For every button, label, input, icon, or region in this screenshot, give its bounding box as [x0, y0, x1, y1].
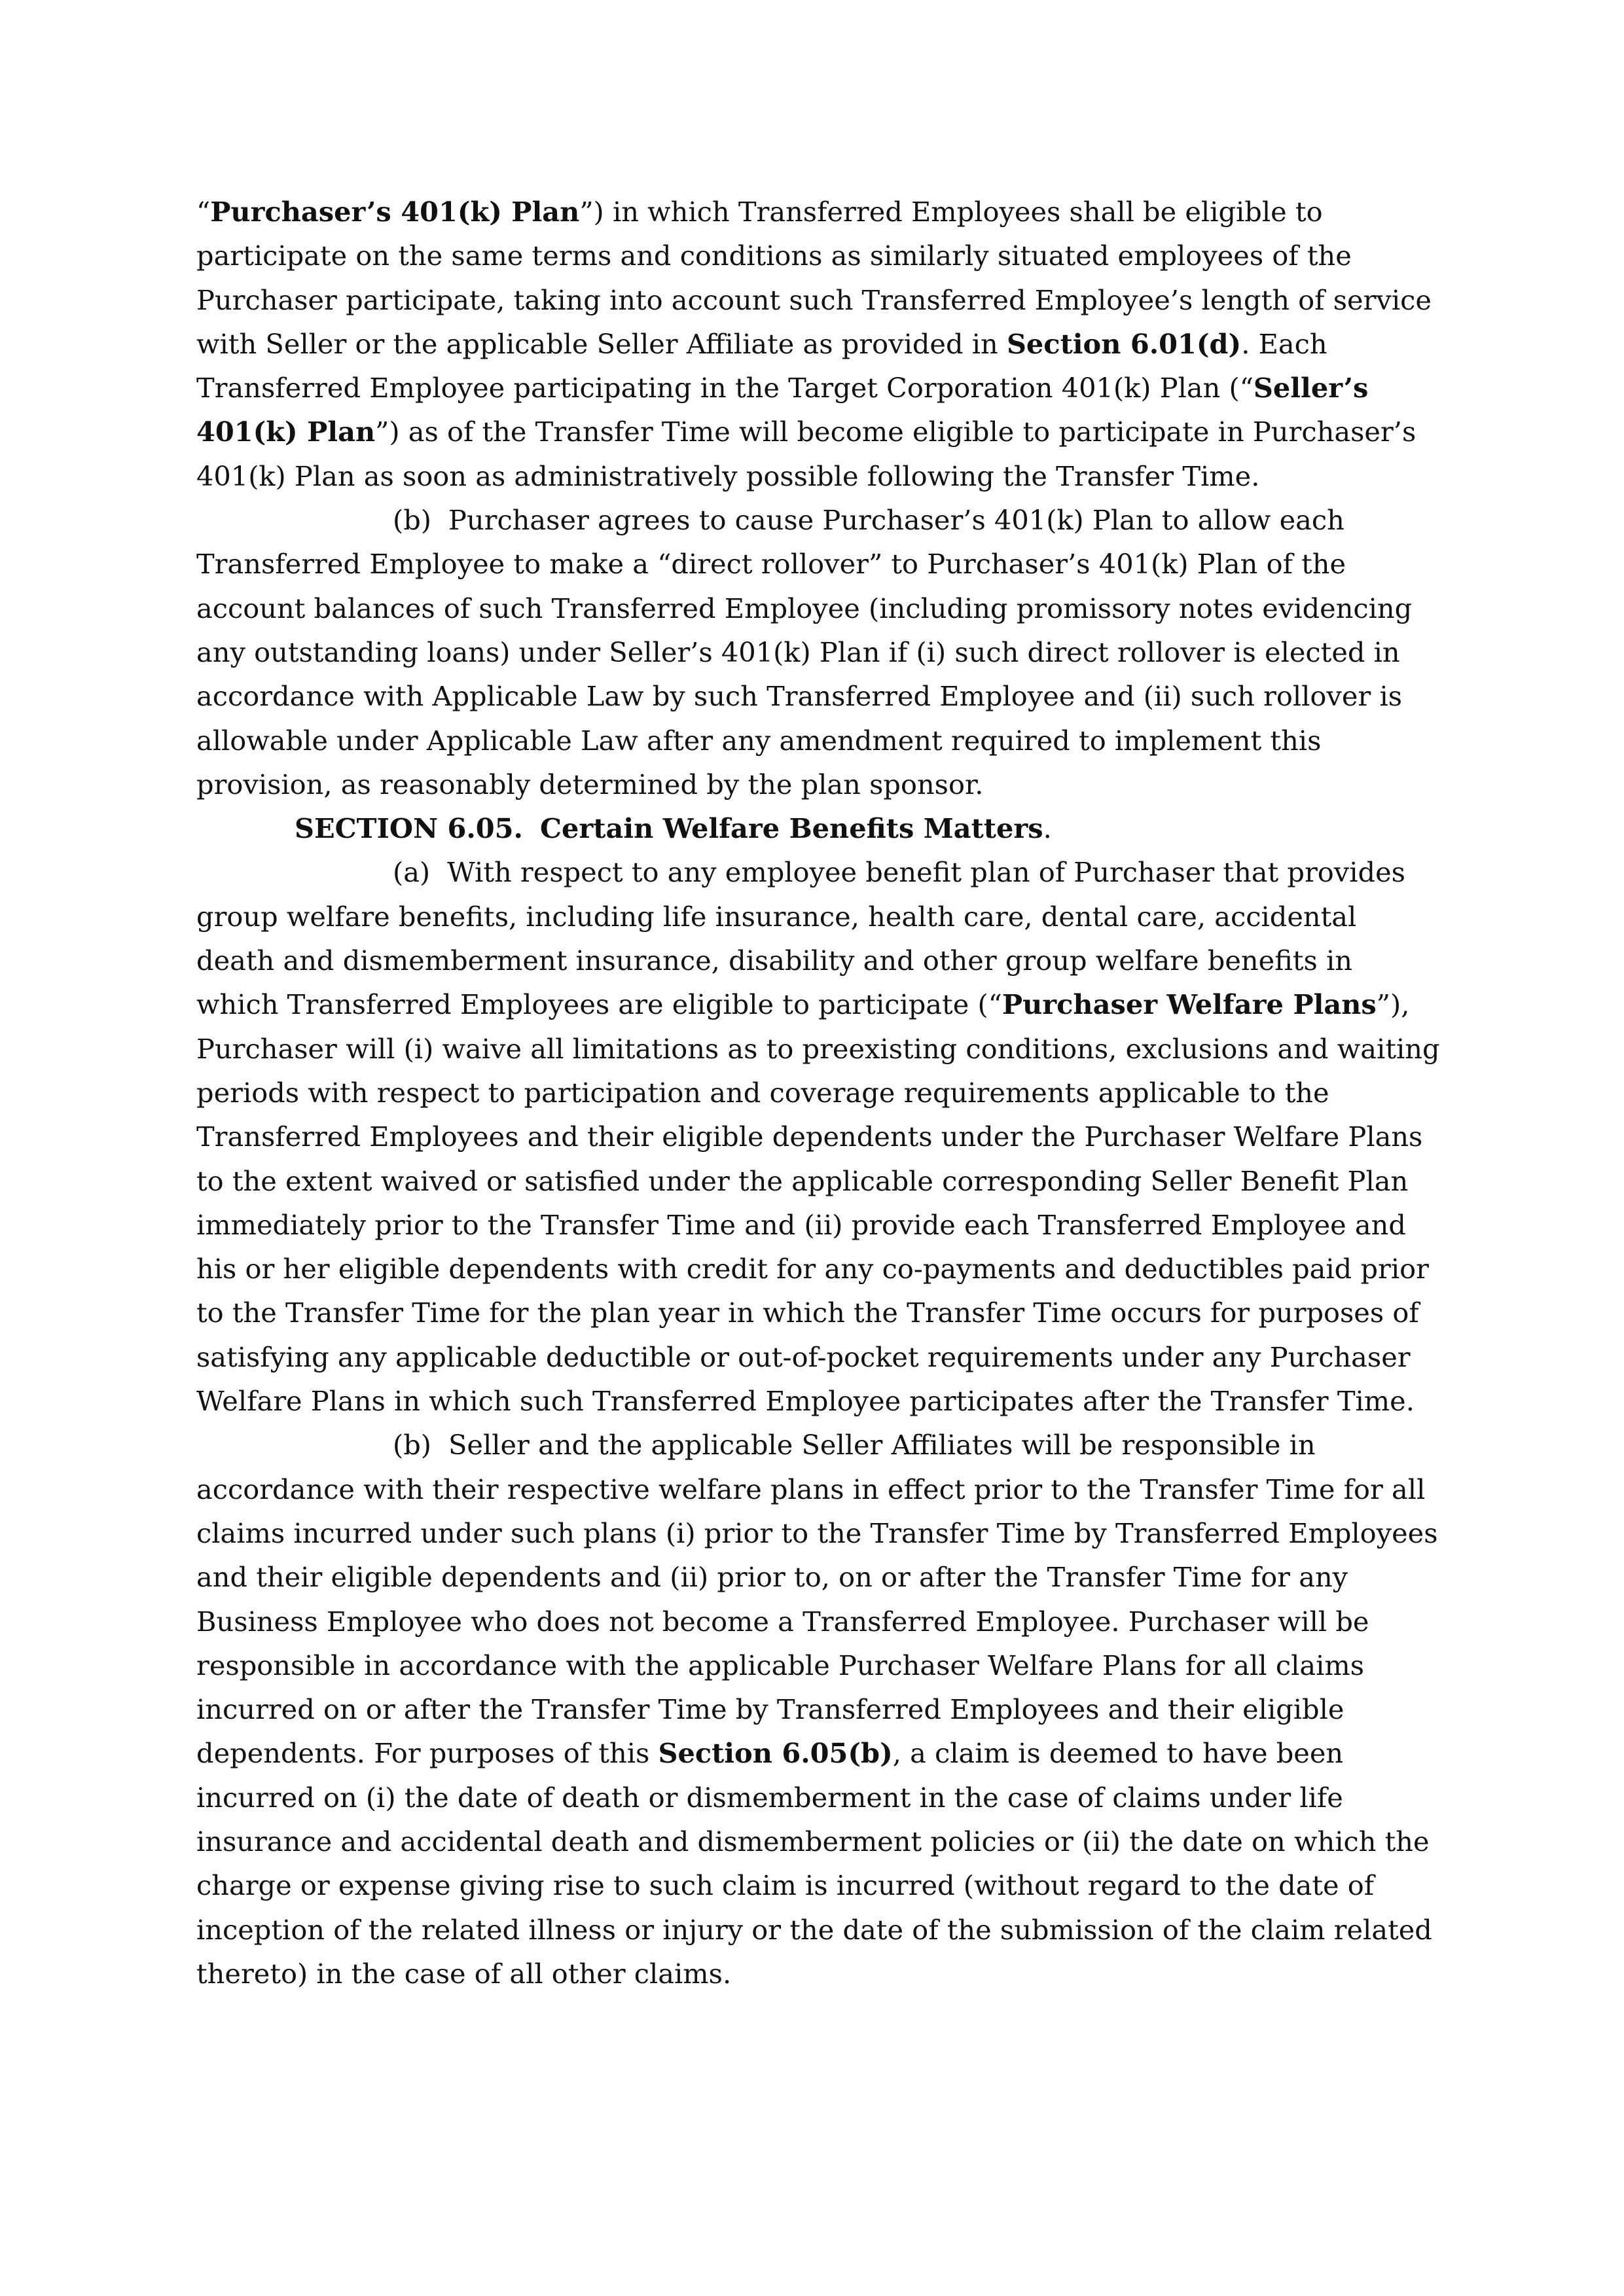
clause-marker: (b) — [393, 504, 431, 537]
defined-term-purchasers-401k-plan: Purchaser’s 401(k) Plan — [210, 196, 580, 228]
paragraph-direct-rollover — [196, 498, 1440, 806]
paragraph-text: Purchaser agrees to cause Purchaser’s 401(k) Plan to allow each Transferred Employee to make a “direct rollover” to Purchaser’s 401(k) Plan of the account balances of such Transferred Employee (including promissory notes evidencing any outstanding loans) under Seller’s 401(k) Plan if (i) such direct rollover is elected in accordance with Applicable Law by such Transferred Employee and (ii) such rollover is allowable under Applicable Law after any amendment required to implement this provision, as reasonably determined by the plan sponsor. — [196, 504, 1413, 800]
clause-marker: (a) — [393, 856, 431, 889]
document-page — [196, 190, 1440, 1996]
section-title-period: . — [1043, 812, 1052, 845]
defined-term-purchaser-welfare-plans: Purchaser Welfare Plans — [1001, 988, 1377, 1021]
paragraph-text: ”) in which Transferred Employees shall be eligible to participate on the same terms and conditions as similarly situated employees of the Purchaser participate, taking into account such Transferred Employee’s length of service with Seller or the applicable Seller Affiliate as provided in — [196, 196, 1432, 360]
paragraph-text: . Each Transferred Employee participating in the Target Corporation 401(k) Plan (“ — [196, 327, 1327, 404]
paragraph-claims-responsibility — [196, 1423, 1440, 1996]
section-reference: Section 6.01(d) — [1006, 327, 1242, 360]
clause-marker: (b) — [393, 1429, 431, 1462]
section-reference: Section 6.05(b) — [658, 1737, 893, 1770]
open-quote: “ — [196, 196, 211, 228]
defined-term-sellers-401k-plan: Seller’s 401(k) Plan — [196, 372, 1369, 448]
section-title: Certain Welfare Benefits Matters — [539, 812, 1043, 845]
paragraph-welfare-plans — [196, 850, 1440, 1423]
paragraph-text: With respect to any employee benefit plan of Purchaser that provides group welfare benefits, including life insurance, health care, dental care, accidental death and dismemberment insurance, disability and other group welfare benefits in which Transferred Employees are eligible to participate (“ — [196, 856, 1405, 1021]
paragraph-text: Seller and the applicable Seller Affiliates will be responsible in accordance with their respective welfare plans in effect prior to the Transfer Time for all claims incurred under such plans (i) prior to the Transfer Time by Transferred Employees and their eligible dependents and (ii) prior to, on or after the Transfer Time for any Business Employee who does not become a Transferred Employee. Purchaser will be responsible in accordance with the applicable Purchaser Welfare Plans for all claims incurred on or after the Transfer Time by Transferred Employees and their eligible dependents. For purposes of this — [196, 1429, 1438, 1770]
paragraph-text: ”), Purchaser will (i) waive all limitations as to preexisting conditions, exclusions and waiting periods with respect to participation and coverage requirements applicable to the Transferred Employees and their eligible dependents under the Purchaser Welfare Plans to the extent waived or satisfied under the applicable corresponding Seller Benefit Plan immediately prior to the Transfer Time and (ii) provide each Transferred Employee and his or her eligible dependents with credit for any co-payments and deductibles paid prior to the Transfer Time for the plan year in which the Transfer Time occurs for purposes of satisfying any applicable deductible or out-of-pocket requirements under any Purchaser Welfare Plans in which such Transferred Employee participates after the Transfer Time. — [196, 988, 1440, 1418]
section-number: SECTION 6.05. — [295, 812, 523, 845]
paragraph-401k-plan — [196, 190, 1440, 498]
paragraph-text: , a claim is deemed to have been incurred on (i) the date of death or dismemberment in the case of claims under life insurance and accidental death and dismemberment policies or (ii) the date on which the charge or expense giving rise to such claim is incurred (without regard to the date of inception of the related illness or injury or the date of the submission of the claim related thereto) in the case of all other claims. — [196, 1737, 1432, 1990]
section-heading — [196, 806, 1440, 850]
paragraph-text: ”) as of the Transfer Time will become eligible to participate in Purchaser’s 401(k) Plan as soon as administratively possible following the Transfer Time. — [196, 416, 1416, 492]
